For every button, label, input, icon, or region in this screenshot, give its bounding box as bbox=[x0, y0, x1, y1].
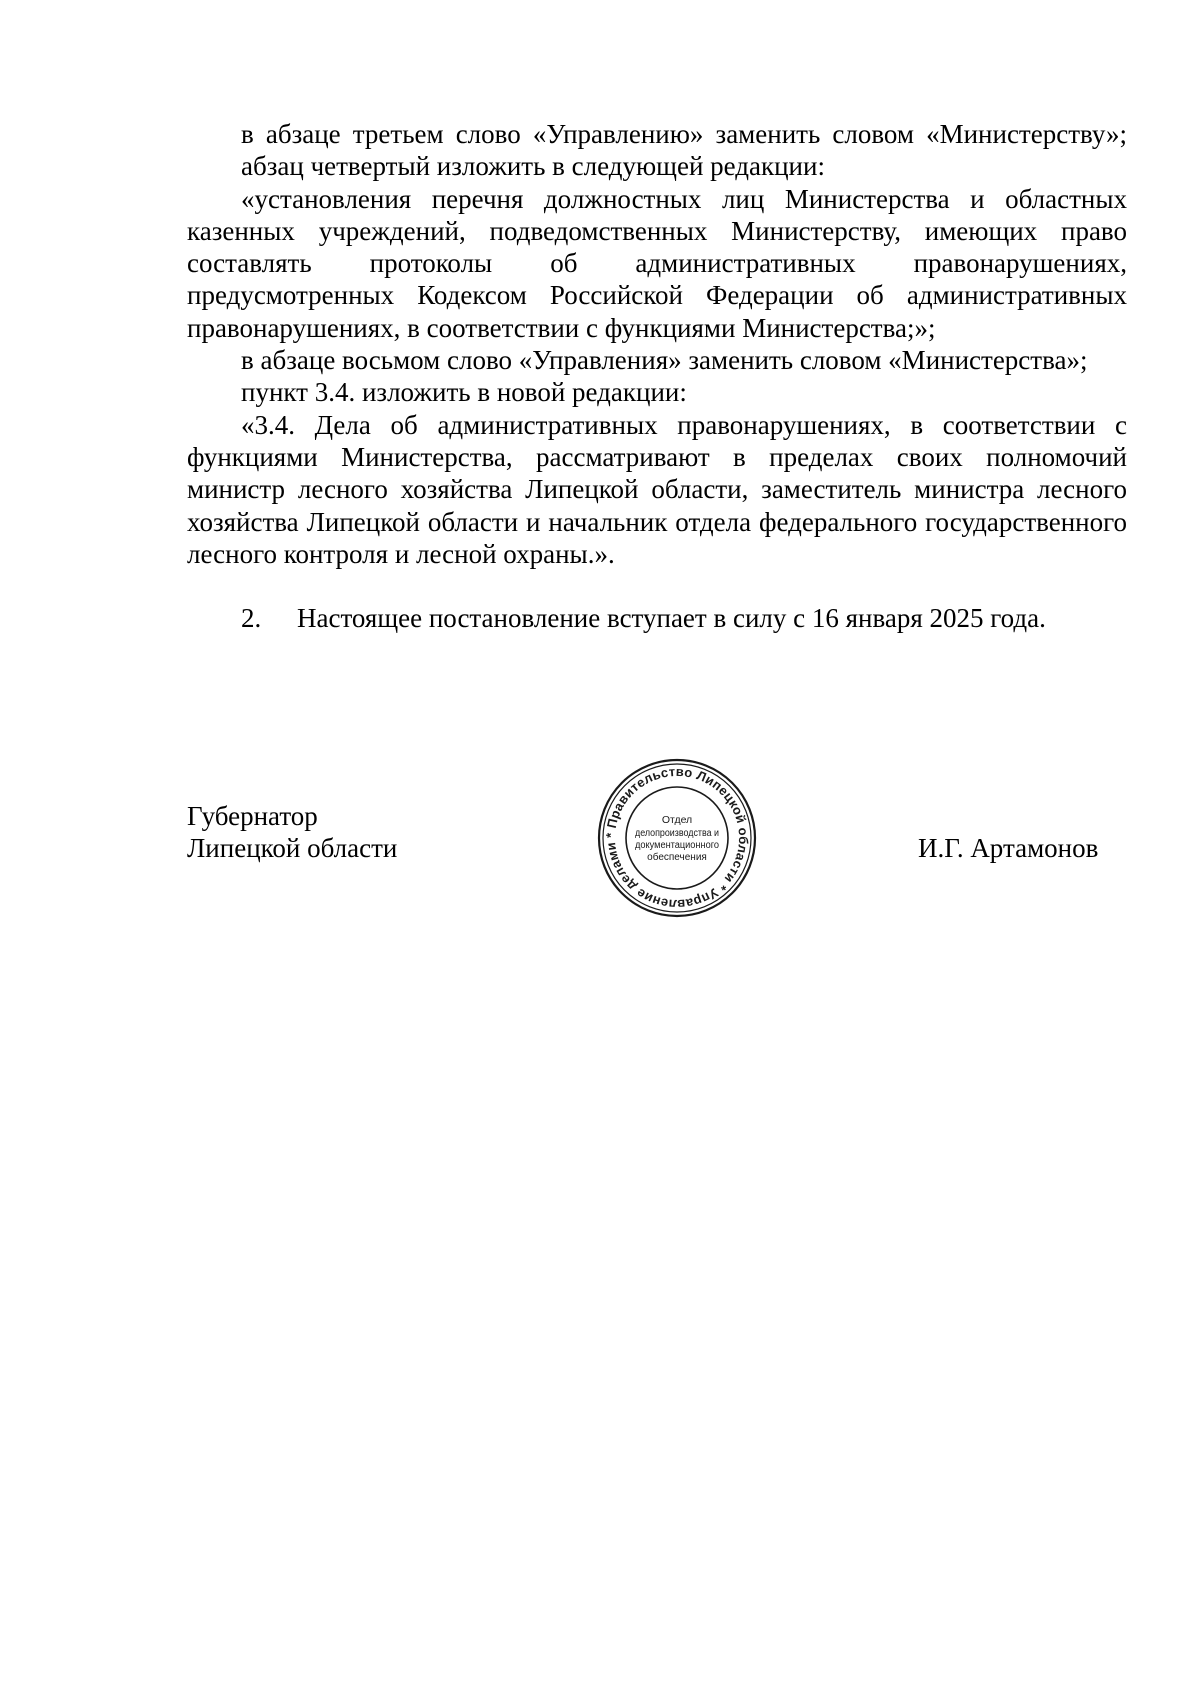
signature-block bbox=[187, 800, 397, 865]
stamp-outer-text: * Правительство Липецкой области * Управление делами bbox=[602, 763, 752, 913]
paragraph-2-amend-paragraph-four: абзац четвертый изложить в следующей редакции: bbox=[241, 151, 825, 182]
paragraph-4-amend-paragraph-eight: в абзаце восьмом слово «Управления» заменить словом «Министерства»; bbox=[241, 345, 1088, 376]
item-2-effective-date bbox=[187, 602, 1127, 634]
item-2-number: 2. bbox=[241, 603, 262, 634]
paragraph-3-new-wording: «установления перечня должностных лиц Министерства и областных казенных учреждений, подведомственных Министерству, имеющих право составлять протоколы об административных правонарушениях, предусмотренных Кодексом Российской Федерации об административных правонарушениях, в соответствии с функциями Министерства;»; bbox=[187, 183, 1127, 343]
paragraph-1-amend-paragraph-three: в абзаце третьем слово «Управлению» заменить словом «Министерству»; bbox=[241, 119, 1127, 149]
paragraph-5-amend-clause-3-4: пункт 3.4. изложить в новой редакции: bbox=[241, 377, 687, 408]
stamp-inner-line3: документационного bbox=[635, 840, 720, 851]
stamp-inner-line2: делопроизводства и bbox=[635, 828, 719, 839]
official-stamp bbox=[596, 757, 758, 919]
document-body bbox=[187, 118, 1127, 634]
stamp-inner-line1: Отдел bbox=[661, 814, 693, 826]
stamp-inner-line4: обеспечения bbox=[647, 852, 707, 863]
signer-position-line1: Губернатор bbox=[187, 801, 318, 831]
signer-name: И.Г. Артамонов bbox=[918, 833, 1099, 863]
paragraph-6-clause-3-4-text: «3.4. Дела об административных правонарушениях, в соответствии с функциями Министерства, рассматривают в пределах своих полномочий министр лесного хозяйства Липецкой области, заместитель министра лесного хозяйства Липецкой области и начальник отдела федерального государственного лесного контроля и лесной охраны.». bbox=[187, 409, 1127, 569]
stamp-seal-icon bbox=[596, 757, 758, 919]
item-2-text: Настоящее постановление вступает в силу с 16 января 2025 года. bbox=[297, 603, 1046, 634]
signer-position-line2: Липецкой области bbox=[187, 833, 398, 864]
